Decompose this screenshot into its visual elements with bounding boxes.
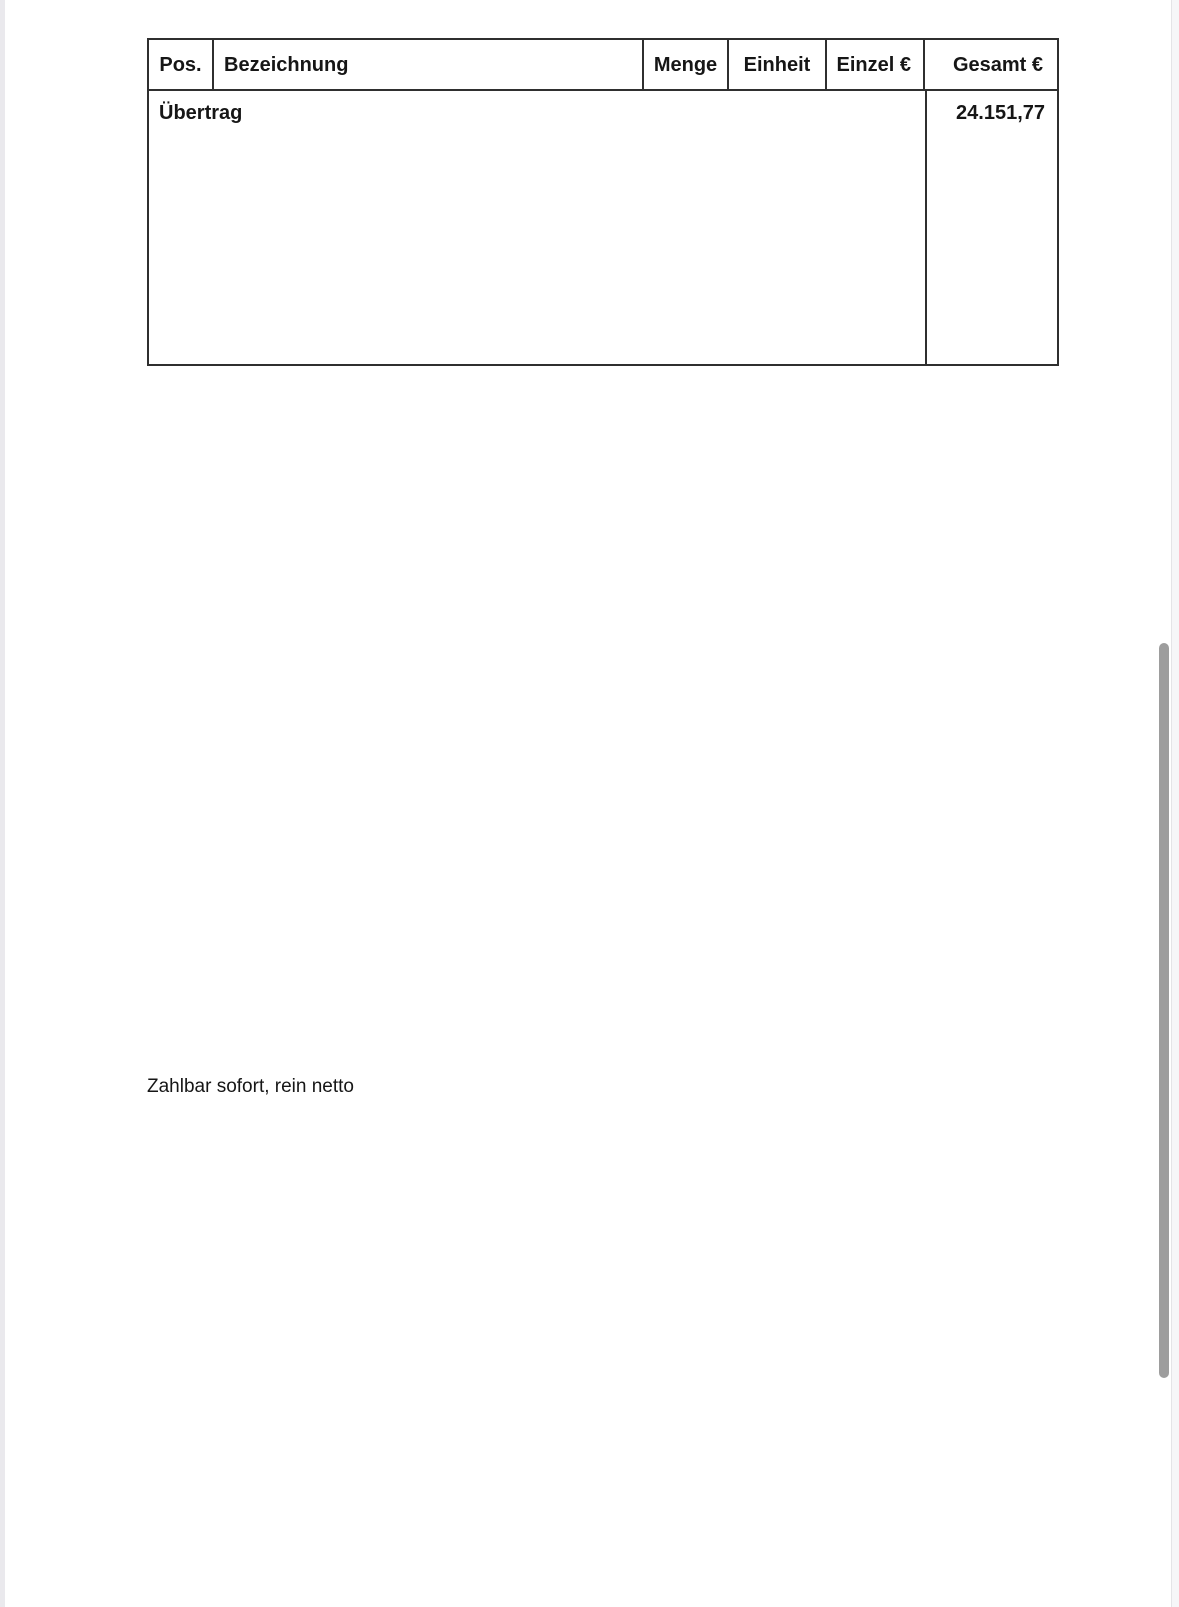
- payment-note: Zahlbar sofort, rein netto: [147, 1076, 354, 1097]
- scrollbar-thumb[interactable]: [1159, 643, 1169, 1378]
- col-header-einzel: Einzel €: [825, 40, 923, 89]
- summary-labels: [149, 135, 925, 364]
- carryover-label: Übertrag: [159, 102, 243, 124]
- col-header-bezeichnung: Bezeichnung: [212, 40, 642, 89]
- carryover-row: [149, 89, 1057, 135]
- table-header-row: [149, 40, 1057, 89]
- col-header-pos: Pos.: [159, 54, 202, 76]
- invoice-table: [147, 38, 1059, 366]
- carryover-total: 24.151,77: [925, 91, 1057, 135]
- col-header-gesamt: Gesamt €: [923, 40, 1055, 89]
- left-edge-strip: [0, 0, 5, 1607]
- col-header-menge: Menge: [642, 40, 727, 89]
- summary-values: [925, 135, 1057, 364]
- col-header-einheit: Einheit: [727, 40, 825, 89]
- right-edge-strip: [1171, 0, 1179, 1607]
- summary-block: [149, 135, 1057, 364]
